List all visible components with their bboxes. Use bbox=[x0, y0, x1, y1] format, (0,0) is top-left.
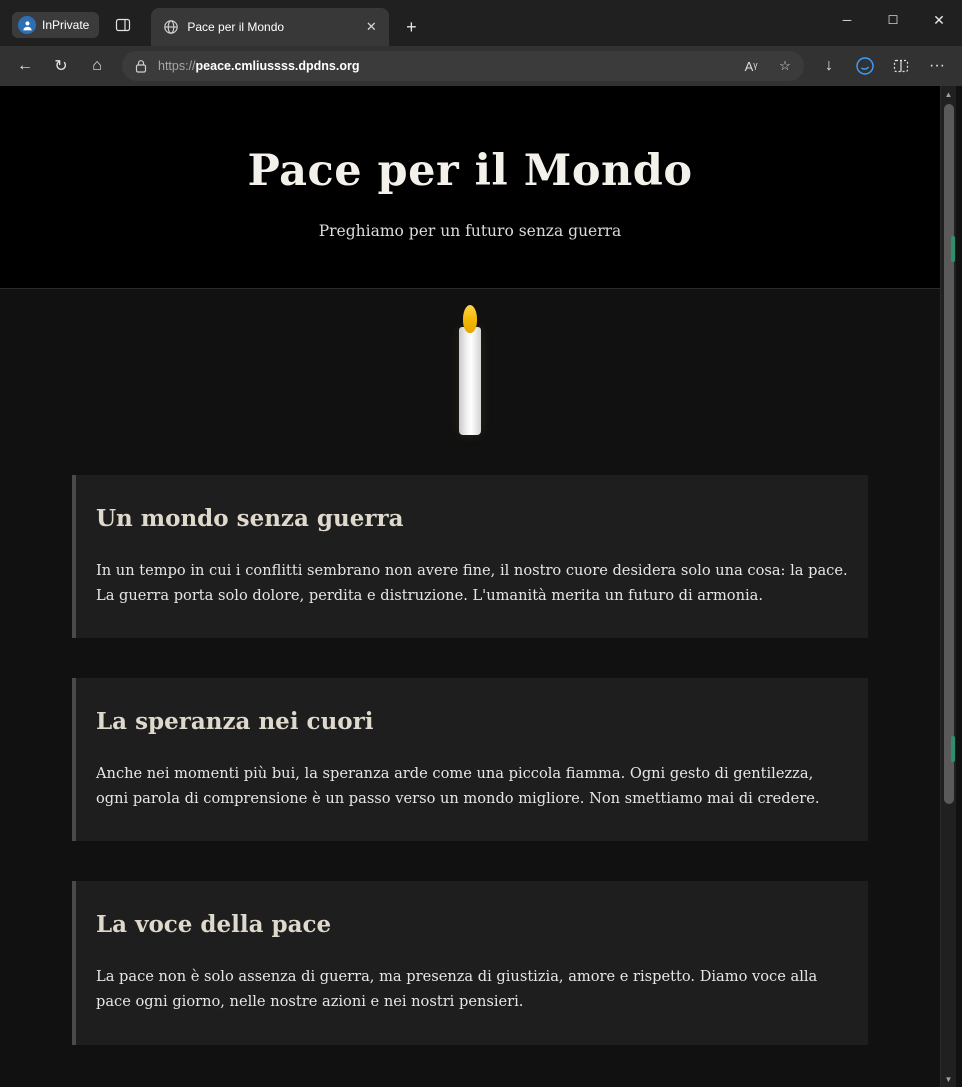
card-body: La pace non è solo assenza di guerra, ma presenza di giustizia, amore e rispetto. Diamo voce alla pace ogni giorno, nelle nostre azioni e nei nostri pensieri. bbox=[96, 968, 818, 1011]
card-body: In un tempo in cui i conflitti sembrano non avere fine, il nostro cuore desidera solo una cosa: la pace. La guerra porta solo dolore, perdita e distruzione. L'umanità merita un futuro di armonia. bbox=[96, 562, 848, 605]
web-page-content bbox=[0, 86, 940, 1087]
candle-body bbox=[459, 327, 481, 435]
tab-close-icon[interactable]: ✕ bbox=[365, 19, 377, 34]
scroll-down-arrow[interactable]: ▼ bbox=[944, 1074, 953, 1084]
browser-tab[interactable] bbox=[151, 8, 389, 46]
candle-section bbox=[0, 289, 940, 475]
home-button[interactable]: ⌂ bbox=[92, 57, 102, 74]
refresh-button[interactable]: ↻ bbox=[54, 58, 68, 75]
address-bar-url bbox=[158, 59, 730, 73]
inprivate-indicator[interactable] bbox=[12, 12, 99, 38]
content-card bbox=[72, 678, 868, 841]
title-bar bbox=[0, 0, 962, 46]
split-screen-icon[interactable] bbox=[884, 51, 918, 81]
settings-and-more-icon[interactable]: ··· bbox=[929, 57, 945, 74]
page-subtitle: Preghiamo per un futuro senza guerra bbox=[318, 222, 622, 240]
navigation-toolbar bbox=[0, 46, 962, 86]
maximize-button[interactable]: ☐ bbox=[887, 13, 899, 27]
page-scrollbar[interactable] bbox=[940, 86, 956, 1087]
card-title: La voce della pace bbox=[96, 911, 332, 939]
candle-icon bbox=[459, 305, 481, 435]
url-host: peace.cmliussss.dpdns.org bbox=[195, 59, 360, 73]
inprivate-label: InPrivate bbox=[42, 18, 90, 32]
content-cards bbox=[0, 475, 940, 1045]
flame-icon bbox=[463, 305, 477, 333]
page-viewport bbox=[0, 86, 962, 1087]
tab-title: Pace per il Mondo bbox=[187, 20, 285, 34]
content-card bbox=[72, 881, 868, 1044]
address-bar[interactable] bbox=[122, 51, 804, 81]
favorite-star-icon[interactable]: ☆ bbox=[779, 58, 791, 73]
minimize-button[interactable]: ─ bbox=[842, 13, 852, 27]
toolbar-right-group bbox=[812, 51, 954, 81]
window-controls bbox=[824, 0, 962, 40]
read-aloud-icon[interactable]: Aᵞ bbox=[744, 58, 758, 74]
lock-icon bbox=[132, 57, 150, 75]
new-tab-button[interactable]: + bbox=[406, 16, 417, 37]
scrollbar-thumb[interactable] bbox=[944, 104, 954, 804]
page-title: Pace per il Mondo bbox=[247, 146, 693, 196]
globe-icon bbox=[163, 19, 179, 35]
card-body: Anche nei momenti più bui, la speranza arde come una piccola fiamma. Ogni gesto di gentilezza, ogni parola di comprensione è un passo verso un mondo migliore. Non smettiamo mai di credere. bbox=[96, 765, 820, 808]
back-button[interactable]: ← bbox=[17, 57, 33, 74]
card-title: Un mondo senza guerra bbox=[96, 505, 404, 532]
close-window-button[interactable]: ✕ bbox=[933, 11, 945, 28]
copilot-icon[interactable] bbox=[848, 51, 882, 81]
downloads-icon[interactable]: ↓ bbox=[825, 57, 833, 74]
scroll-up-arrow[interactable]: ▲ bbox=[944, 89, 953, 99]
tab-actions-icon[interactable] bbox=[107, 10, 139, 40]
page-hero bbox=[0, 86, 940, 289]
content-card bbox=[72, 475, 868, 638]
scrollbar-marker bbox=[951, 736, 955, 762]
scrollbar-marker bbox=[951, 236, 955, 262]
profile-avatar-icon bbox=[18, 16, 36, 34]
url-scheme: https:// bbox=[158, 59, 196, 73]
card-title: La speranza nei cuori bbox=[96, 708, 374, 736]
